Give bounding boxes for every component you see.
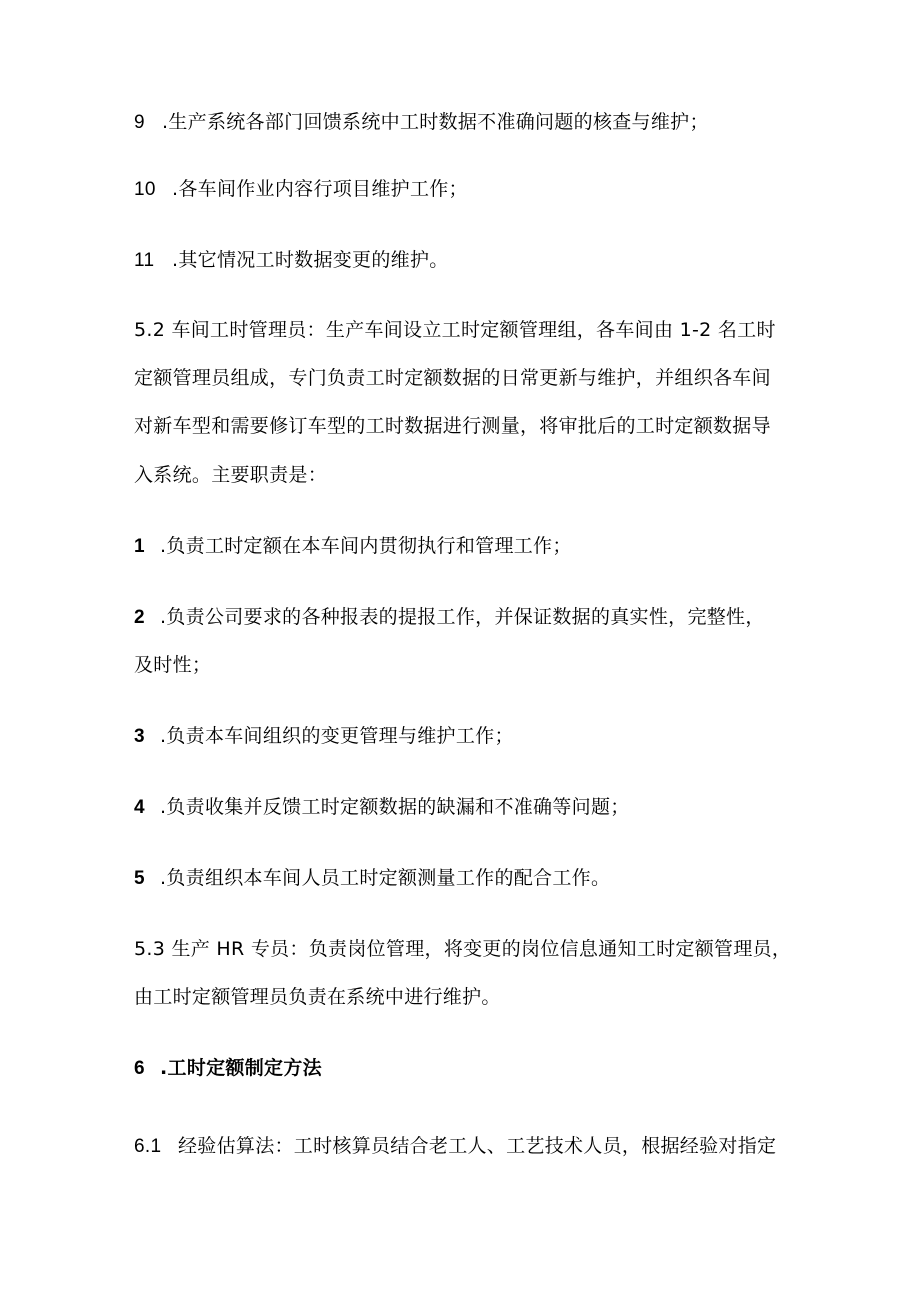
list-item: [134, 534, 572, 559]
item-number: 5: [134, 868, 145, 889]
paragraph-line: 由工时定额管理员负责在系统中进行维护。: [134, 986, 501, 1008]
item-text: .各车间作业内容行项目维护工作；: [172, 178, 468, 200]
paragraph-line: [134, 1134, 776, 1159]
item-number: 9: [134, 112, 145, 133]
item-number: 11: [134, 250, 155, 271]
item-text: .负责本车间组织的变更管理与维护工作；: [160, 725, 514, 747]
section-number: 6: [134, 1058, 145, 1079]
item-text: .负责组织本车间人员工时定额测量工作的配合工作。: [160, 867, 611, 889]
paragraph-line: 对新车型和需要修订车型的工时数据进行测量，将审批后的工时定额数据导: [134, 415, 771, 437]
paragraph-text: 经验估算法：工时核算员结合老工人、工艺技术人员，根据经验对指定: [178, 1135, 777, 1157]
list-item-continuation: 及时性；: [134, 654, 212, 676]
section-heading: [134, 1056, 322, 1081]
item-text: .负责公司要求的各种报表的提报工作，并保证数据的真实性，完整性，: [160, 606, 765, 628]
item-text: .负责收集并反馈工时定额数据的缺漏和不准确等问题；: [160, 796, 630, 818]
item-text: .负责工时定额在本车间内贯彻执行和管理工作；: [160, 535, 572, 557]
list-item: [134, 866, 610, 891]
item-number: 3: [134, 726, 145, 747]
list-item: [134, 248, 449, 273]
paragraph-line: 定额管理员组成，专门负责工时定额数据的日常更新与维护，并组织各车间: [134, 367, 771, 389]
item-number: 10: [134, 179, 156, 200]
paragraph-line: 5.2 车间工时管理员：生产车间设立工时定额管理组，各车间由 1-2 名工时: [134, 319, 776, 341]
item-number: 1: [134, 536, 145, 557]
list-item: [134, 110, 709, 135]
section-number: 6.1: [134, 1136, 162, 1157]
list-item: [134, 177, 468, 202]
paragraph-line: 入系统。主要职责是：: [134, 464, 328, 486]
item-number: 2: [134, 607, 145, 628]
item-text: .其它情况工时数据变更的维护。: [172, 249, 449, 271]
list-item: [134, 795, 630, 820]
item-text: .生产系统各部门回馈系统中工时数据不准确问题的核查与维护；: [162, 111, 709, 133]
list-item: [134, 724, 514, 749]
list-item: [134, 605, 765, 630]
paragraph-line: 5.3 生产 HR 专员：负责岗位管理，将变更的岗位信息通知工时定额管理员，: [134, 938, 792, 960]
section-title: .工时定额制定方法: [160, 1057, 322, 1079]
item-number: 4: [134, 797, 145, 818]
